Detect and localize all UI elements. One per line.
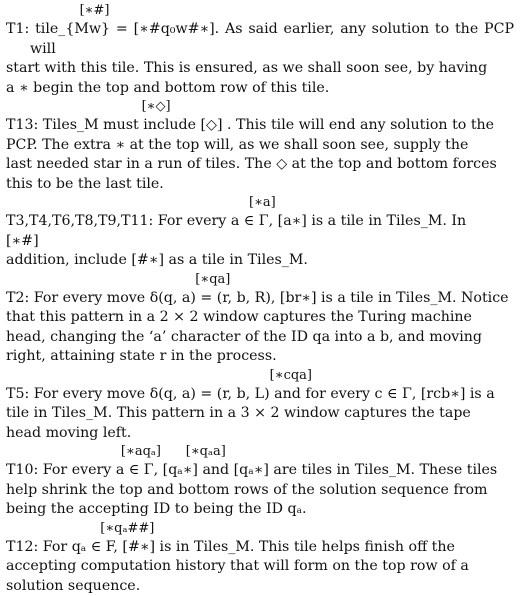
- tile-top-label: [∗qa]: [30, 271, 514, 289]
- paragraph-line: this to be the last tile.: [30, 175, 514, 195]
- paragraph-t2: [6, 271, 514, 367]
- paragraph-t10: [6, 443, 514, 520]
- paragraph-line: T2: For every move δ(q, a) = (r, b, R), [br∗] is a tile in Tiles_M. Notice: [30, 289, 514, 309]
- paragraph-t12: [6, 520, 514, 596]
- paragraph-line: [∗#]: [30, 232, 514, 252]
- tile-top-label: [∗#]: [30, 2, 514, 20]
- paragraph-line: solution sequence.: [30, 577, 514, 596]
- paragraph-line: PCP. The extra ∗ at the top will, as we shall soon see, supply the: [30, 136, 514, 156]
- paragraph-line: help shrink the top and bottom rows of the solution sequence from: [30, 481, 514, 501]
- tile-top-label: [∗a]: [30, 194, 514, 212]
- paragraph-line: head, changing the ‘a’ character of the ID qa into a b, and moving: [30, 328, 514, 348]
- paragraph-line: right, attaining state r in the process.: [30, 347, 514, 367]
- tile-top-label: [∗aqₐ] [∗qₐa]: [30, 443, 514, 461]
- paragraph-line: last needed star in a run of tiles. The ◇ at the top and bottom forces: [30, 155, 514, 175]
- paragraph-line: that this pattern in a 2 × 2 window captures the Turing machine: [30, 308, 514, 328]
- paragraph-line: T1: tile_{Mw} = [∗#q₀w#∗]. As said earlier, any solution to the PCP will: [30, 20, 514, 59]
- paragraph-line: T3,T4,T6,T8,T9,T11: For every a ∈ Γ, [a∗] is a tile in Tiles_M. In: [30, 212, 514, 232]
- paragraph-t13: [6, 98, 514, 194]
- tile-top-label: [∗qₐ##]: [30, 520, 514, 538]
- paragraph-t3: [6, 194, 514, 271]
- paragraph-line: being the accepting ID to being the ID qₐ.: [30, 500, 514, 520]
- paragraph-line: T5: For every move δ(q, a) = (r, b, L) and for every c ∈ Γ, [rcb∗] is a: [30, 385, 514, 405]
- paragraph-t5: [6, 367, 514, 444]
- paragraph-line: tile in Tiles_M. This pattern in a 3 × 2 window captures the tape: [30, 404, 514, 424]
- paragraph-line: T10: For every a ∈ Γ, [qₐ∗] and [qₐ∗] are tiles in Tiles_M. These tiles: [30, 461, 514, 481]
- paragraph-line: T12: For qₐ ∈ F, [#∗] is in Tiles_M. This tile helps finish off the: [30, 538, 514, 558]
- paragraph-t1: [6, 2, 514, 98]
- tile-top-label: [∗cqa]: [30, 367, 514, 385]
- paragraph-line: accepting computation history that will form on the top row of a: [30, 557, 514, 577]
- paragraph-line: head moving left.: [30, 424, 514, 444]
- paragraph-line: a ∗ begin the top and bottom row of this tile.: [30, 79, 514, 99]
- tile-top-label: [∗◇]: [30, 98, 514, 116]
- paragraph-line: T13: Tiles_M must include [◇] . This tile will end any solution to the: [30, 116, 514, 136]
- paragraph-line: start with this tile. This is ensured, as we shall soon see, by having: [30, 59, 514, 79]
- paragraph-line: addition, include [#∗] as a tile in Tiles_M.: [30, 251, 514, 271]
